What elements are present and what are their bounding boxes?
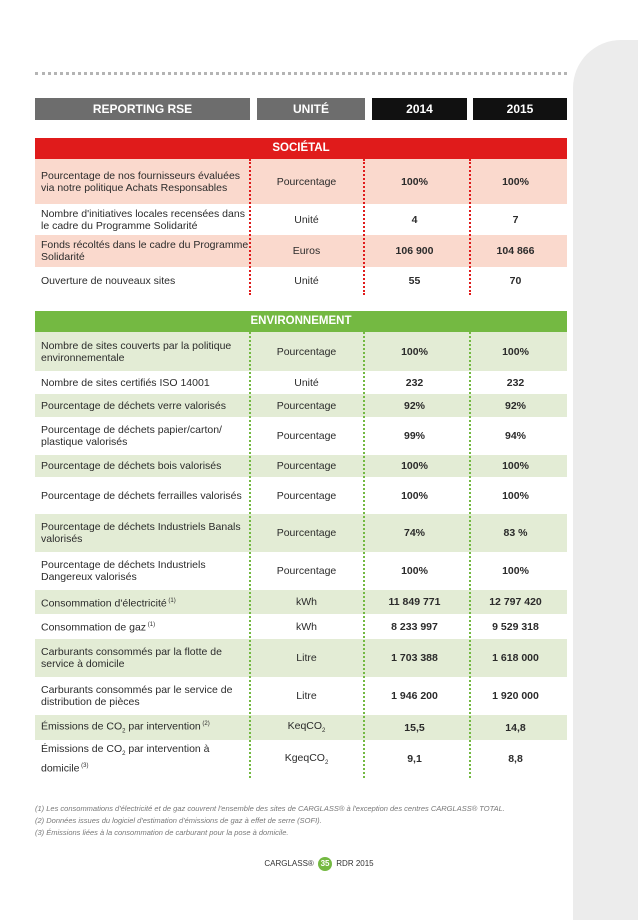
row-unit: Litre [296,690,317,702]
page-footer [0,857,638,871]
value-2015: 100% [502,489,529,502]
societal-table [35,159,567,295]
row-label: Carburants consommés par la flotte de service à domicile [41,646,222,670]
value-2015: 104 866 [496,245,535,257]
row-label: Ouverture de nouveaux sites [41,275,176,287]
row-label: Consommation de gaz $^{(1)}$ [41,621,156,634]
value-2015: 100% [502,175,529,188]
section-societal-title: SOCIÉTAL [35,138,567,159]
value-2014: 4 [411,213,418,226]
footer-brand: CARGLASS® [264,859,314,869]
value-2015: 100% [502,565,529,577]
value-2014: 9,1 [407,753,422,765]
table-row [35,371,567,394]
header-unit: UNITÉ [257,98,365,120]
row-label: Nombre d'initiatives locales recensées dans le cadre du Programme Solidarité [41,207,245,232]
table-row [35,677,567,715]
value-2014: 1 703 388 [391,652,438,664]
row-label: Pourcentage de déchets ferrailles valorisés [41,489,242,502]
row-label: Fonds récoltés dans le cadre du Programme Solidarité [41,239,249,263]
row-unit: Pourcentage [276,489,337,502]
footer-report: RDR 2015 [336,859,374,869]
table-row [35,159,567,204]
value-2015: 232 [506,376,525,389]
value-2015: 7 [512,213,519,226]
value-2014: 1 946 200 [391,690,438,702]
value-2015: 83 % [503,527,528,539]
column-separator [249,332,251,778]
header-2015: 2015 [473,98,567,120]
row-unit: KgeqCO$_2$ [284,751,329,767]
table-row [35,235,567,267]
row-unit: Pourcentage [276,460,337,472]
footnote: (3) Émissions liées à la consommation de carburant pour la pose à domicile. [35,828,289,837]
header-reporting-rse: REPORTING RSE [35,98,250,120]
value-2014: 106 900 [395,245,434,257]
table-row [35,740,567,778]
row-unit: Unité [294,376,319,389]
row-label: Nombre de sites certifiés ISO 14001 [41,376,210,389]
page-number: 35 [318,857,332,871]
row-label: Pourcentage de déchets Industriels Banals valorisés [41,521,241,545]
row-label: Consommation d'électricité $^{(1)}$ [41,597,176,610]
table-header [35,98,567,120]
row-label: Pourcentage de déchets Industriels Dangereux valorisés [41,559,206,583]
row-unit: Unité [294,275,319,287]
value-2014: 55 [408,275,421,287]
value-2014: 15,5 [404,721,425,734]
row-label: Émissions de $CO_2$ par intervention à domicile $^{(3)}$ [41,743,210,775]
column-separator [469,159,471,295]
row-label: Carburants consommés par le service de distribution de pièces [41,684,233,708]
footnotes [35,803,575,839]
table-row [35,614,567,639]
table-row [35,267,567,295]
value-2015: 14,8 [505,721,526,734]
column-separator [249,159,251,295]
value-2014: 100% [401,345,428,358]
row-label: Nombre de sites couverts par la politique environnementale [41,339,232,364]
row-unit: Pourcentage [276,175,337,188]
table-row [35,552,567,590]
row-unit: Unité [294,213,319,226]
value-2015: 100% [502,460,529,472]
table-row [35,455,567,477]
table-row [35,204,567,235]
row-label: Émissions de $CO_2$ par intervention $^{(2)}$ [41,720,210,735]
value-2015: 94% [504,430,526,442]
environnement-table [35,332,567,778]
column-separator [363,332,365,778]
row-unit: Pourcentage [276,399,337,412]
value-2015: 1 618 000 [492,652,539,664]
table-row [35,715,567,740]
value-2014: 232 [405,376,424,389]
row-unit: kWh [296,596,317,608]
row-unit: Euros [292,245,321,257]
row-unit: Pourcentage [276,527,337,539]
value-2014: 100% [401,489,428,502]
value-2015: 1 920 000 [492,690,539,702]
value-2015: 92% [504,399,526,412]
footnote: (1) Les consommations d'électricité et de gaz couvrent l'ensemble des sites de CARGLASS® à l'exception des centres CARGLASS® TOTAL. [35,804,505,813]
table-row [35,332,567,371]
row-unit: Pourcentage [276,565,337,577]
column-separator [469,332,471,778]
row-unit: Litre [296,652,317,664]
page-corner-decoration [573,40,638,920]
value-2014: 11 849 771 [388,596,441,608]
value-2014: 8 233 997 [391,620,438,633]
table-row [35,639,567,677]
table-row [35,514,567,552]
row-label: Pourcentage de déchets bois valorisés [41,460,222,472]
value-2014: 74% [403,527,425,539]
header-2014: 2014 [372,98,467,120]
row-label: Pourcentage de déchets papier/carton/ plastique valorisés [41,424,222,448]
value-2014: 100% [401,460,428,472]
value-2014: 100% [401,565,428,577]
value-2014: 100% [401,175,428,188]
value-2014: 92% [403,399,425,412]
table-row [35,477,567,514]
dotted-divider [35,72,567,75]
value-2015: 9 529 318 [492,620,539,633]
footnote: (2) Données issues du logiciel d'estimation d'émissions de gaz à effet de serre (SOFI). [35,816,322,825]
section-environnement-title: ENVIRONNEMENT [35,311,567,332]
value-2015: 70 [509,275,522,287]
value-2015: 8,8 [508,753,523,765]
value-2015: 12 797 420 [489,596,542,608]
value-2014: 99% [403,430,425,442]
table-row [35,590,567,614]
row-unit: Pourcentage [276,430,337,442]
table-row [35,394,567,417]
row-label: Pourcentage de nos fournisseurs évaluées via notre politique Achats Responsables [41,169,241,194]
value-2015: 100% [502,345,529,358]
table-row [35,417,567,455]
row-unit: Pourcentage [276,345,337,358]
column-separator [363,159,365,295]
row-unit: KeqCO$_2$ [287,720,326,735]
row-unit: kWh [296,620,317,633]
row-label: Pourcentage de déchets verre valorisés [41,399,227,412]
